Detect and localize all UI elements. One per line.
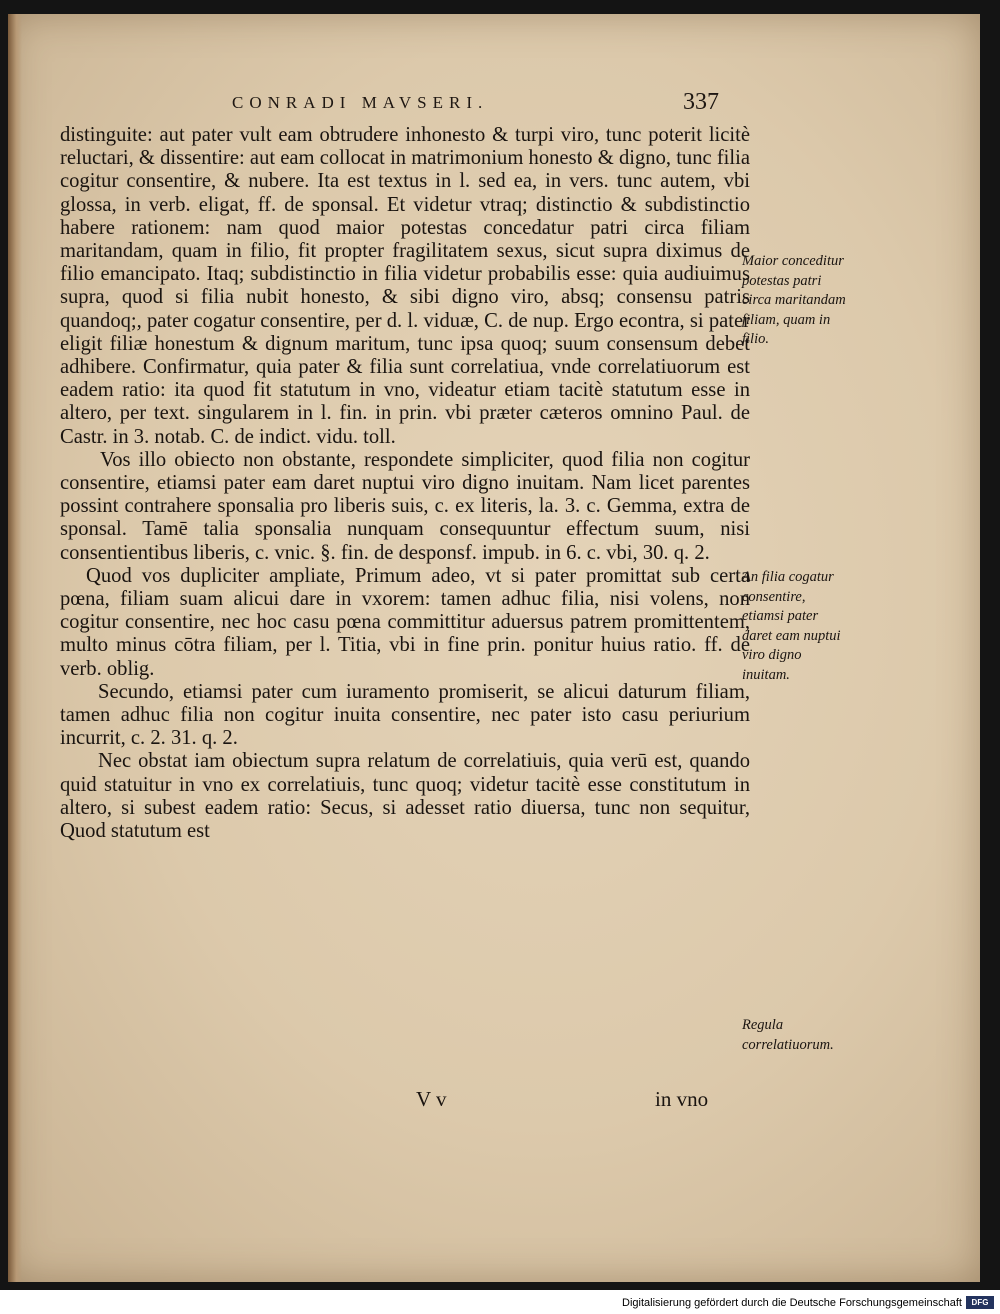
- page-number: 337: [683, 89, 719, 115]
- dfg-logo-text: DFG: [971, 1298, 989, 1307]
- marginal-note-1: Maior conceditur potestas patri circa maritandam filiam, quam in filio.: [742, 253, 846, 347]
- paragraph-2: Vos illo obiecto non obstante, respondete simpliciter, quod filia non cogitur consentire, etiamsi pater eam daret nuptui viro digno inuitam. Nam licet parentes possint contrahere sponsalia pro liberis suis, c. ex literis, la. 3. c. Gemma, extra de sponsal. Tamē talia sponsalia nunquam consequuntur effectum suum, nisi consentientibus liberis, c. vnic. §. fin. de desponsf. impub. in 6. c. vbi, 30. q. 2.: [60, 448, 750, 564]
- marginal-note-3: Regula correlatiuorum.: [742, 1017, 834, 1053]
- main-text-block: [60, 124, 750, 843]
- signature-mark: V v: [416, 1087, 447, 1111]
- running-head: CONRADI MAVSERI.: [232, 93, 489, 112]
- paragraph-5: Nec obstat iam obiectum supra relatum de correlatiuis, quia verū est, quando quid statuitur in vno ex correlatiuis, tunc quoq; videtur tacitè esse constitutum in altero, si subest eadem ratio: Secus, si adesset ratio diuersa, tunc non sequitur, Quod statutum est: [60, 750, 750, 843]
- page-footer: [0, 1087, 1000, 1115]
- page-header: [0, 89, 1000, 123]
- paragraph-1: distinguite: aut pater vult eam obtrudere inhonesto & turpi viro, tunc poterit licitè reluctari, & dissentire: aut eam collocat in matrimonium honesto & digno, tunc filia cogitur consentire, & nubere. Ita est textus in l. sed ea, in vers. tunc autem, vbi glossa, in verb. eligat, ff. de sponsal. Et videtur vtraq; distinctio & subdistinctio habere rationem: nam quod maior potestas concedatur patri circa filiam maritandam, quam in filio, fit propter fragilitatem sexus, sicut supra diximus de filio emancipato. Itaq; subdistinctio in filia videtur probabilis esse: quia audiuimus supra, quod si filia nubit honesto, & sibi digno viro, absq; consensu patris quandoq;, pater cogatur consentire, per d. l. viduæ, C. de nup. Ergo econtra, si pater eligit filiæ honestum & dignum maritum, tunc ipsa quoq; suum consensum debet adhibere. Confirmatur, quia pater & filia sunt correlatiua, vnde correlatiuorum est eadem ratio: ita quod fit statutum in vno, videatur etiam tacitè statutum esse in altero, per text. singularem in l. fin. in prin. vbi præter cæteros omnino Paul. de Castr. in 3. notab. C. de indict. vidu. toll.: [60, 124, 750, 448]
- catchword: in vno: [655, 1087, 709, 1111]
- marginal-note-2: An filia cogatur consentire, etiamsi pater daret eam nuptui viro digno inuitam.: [742, 569, 841, 683]
- dfg-logo: [966, 1296, 994, 1309]
- digitization-credit: Digitalisierung gefördert durch die Deutsche Forschungsgemeinschaft: [622, 1297, 962, 1309]
- paragraph-4: Secundo, etiamsi pater cum iuramento promiserit, se alicui daturum filiam, tamen adhuc filia non cogitur inuita consentire, nec pater isto casu periurium incurrit, c. 2. 31. q. 2.: [60, 680, 750, 750]
- paragraph-3: Quod vos dupliciter ampliate, Primum adeo, vt si pater promittat sub certa pœna, filiam suam alicui dare in vxorem: tamen adhuc filia, nisi volens, non cogitur consentire, nec hoc casu pœna committitur aduersus patrem promittentem, multo minus cōtra filiam, per l. Titia, vbi in fine prin. ponitur huius ratio. ff. de verb. oblig.: [60, 564, 750, 680]
